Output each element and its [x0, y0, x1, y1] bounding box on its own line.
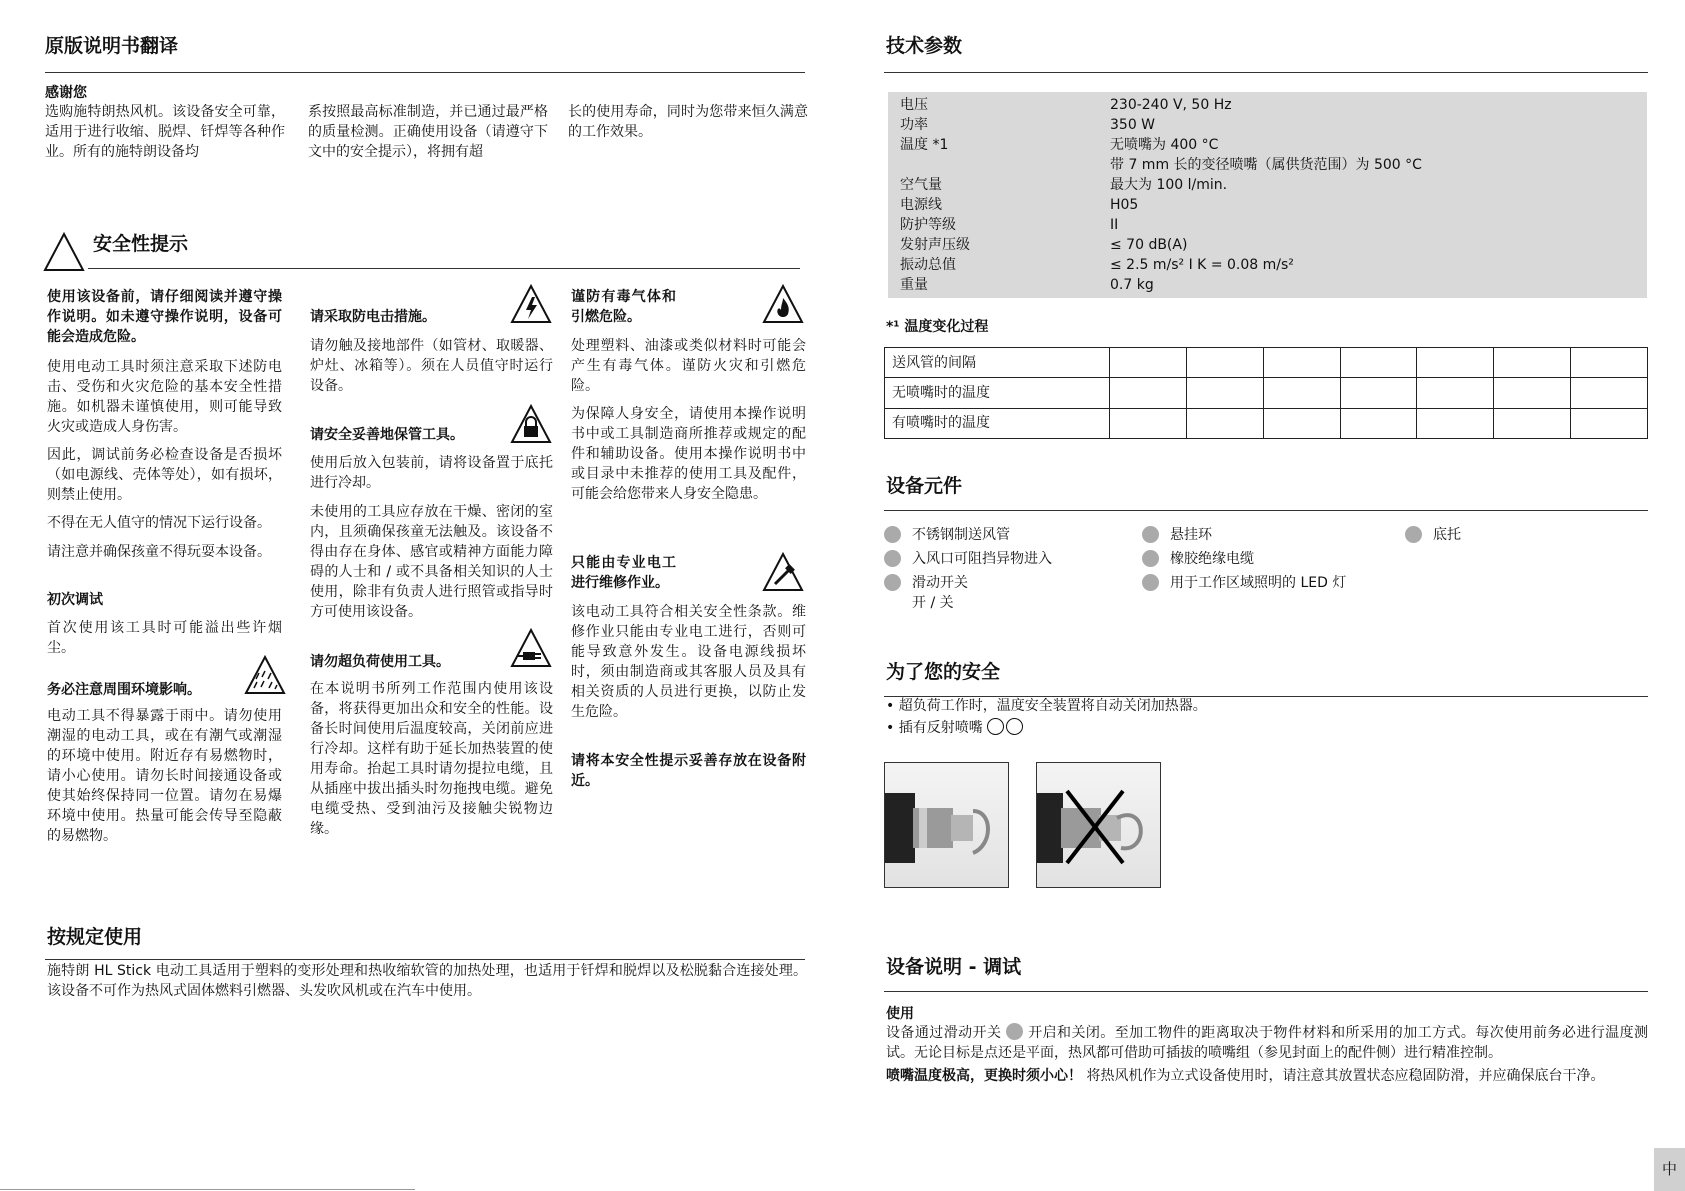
- electric-shock-icon: [510, 284, 552, 324]
- usage-heading: 使用: [886, 1006, 914, 1022]
- component-item: 入风口可阻挡异物进入: [884, 549, 1134, 569]
- repair-warning-icon: [762, 552, 804, 592]
- component-item: 橡胶绝缘电缆: [1142, 549, 1392, 569]
- safety-title: 安全性提示: [93, 233, 189, 255]
- nozzle-correct-image: [884, 762, 1009, 888]
- plug-warning-icon: [510, 628, 552, 668]
- safety-c1-p4: 请注意并确保孩童不得玩耍本设备。: [47, 544, 271, 560]
- rain-warning-icon: [244, 655, 286, 695]
- overload-heading: 请勿超负荷使用工具。: [310, 654, 450, 670]
- table-row: 有喷嘴时的温度: [885, 408, 1648, 438]
- safety-c1-p3: 不得在无人值守的情况下运行设备。: [47, 515, 271, 531]
- lock-warning-icon: [510, 404, 552, 444]
- spec-row: 振动总值 ≤ 2.5 m/s² I K = 0.08 m/s²: [900, 257, 1294, 273]
- usage-warning: 喷嘴温度极高，更换时须小心！ 将热风机作为立式设备使用时，请注意其放置状态应稳固防滑，并应确保底台干净。: [886, 1068, 1605, 1084]
- component-item: 悬挂环: [1142, 525, 1392, 545]
- safety-c2-p3: 未使用的工具应存放在干燥、密闭的室内，且须确保孩童无法触及。该设备不得由存在身体、感官或精神方面能力障碍的人士和 / 或不具备相关知识的人士使用，除非有负责人进行照管或指导时方可使用该设备。: [310, 504, 553, 620]
- spec-row: 功率 350 W: [900, 117, 1156, 133]
- tech-title: 技术参数: [886, 35, 963, 57]
- table-row: 送风管的间隔: [885, 348, 1648, 378]
- nozzle-incorrect-image: [1036, 762, 1161, 888]
- environment-heading: 务必注意周围环境影响。: [47, 682, 201, 698]
- spec-row: 电源线 H05: [900, 197, 1139, 213]
- safety-section-title: 为了您的安全: [886, 661, 1001, 683]
- spec-row: 带 7 mm 长的变径喷嘴（属供货范围）为 500 °C: [1110, 157, 1422, 173]
- safety-c3-p1: 处理塑料、油漆或类似材料时可能会产生有毒气体。谨防火灾和引燃危险。: [571, 338, 806, 394]
- table-row: 无喷嘴时的温度: [885, 378, 1648, 408]
- first-use-heading: 初次调试: [47, 592, 103, 608]
- electric-heading: 请采取防电击措施。: [310, 309, 436, 325]
- components-title: 设备元件: [886, 475, 963, 497]
- keep-notice: 请将本安全性提示妥善存放在设备附近。: [571, 753, 806, 789]
- toxic-heading: 谨防有毒气体和引燃危险。: [571, 289, 676, 325]
- safety-c1-p1: 使用电动工具时须注意采取下述防电击、受伤和火灾危险的基本安全性措施。如机器未谨慎使用，则可能导致火灾或造成人身伤害。: [47, 359, 282, 435]
- safety-item-1: • 超负荷工作时，温度安全装置将自动关闭加热器。: [886, 698, 1207, 714]
- component-item: 底托: [1405, 525, 1605, 545]
- component-item: 不锈钢制送风管: [884, 525, 1134, 545]
- safety-c3-p3: 该电动工具符合相关安全性条款。维修作业只能由专业电工进行，否则可能导致意外发生。设备电源线损坏时，须由制造商或其客服人员及具有相关资质的人员进行更换，以防止发生危险。: [571, 604, 806, 720]
- spec-row: 重量 0.7 kg: [900, 277, 1154, 293]
- safety-item-2: • 插有反射喷嘴: [886, 718, 1023, 738]
- safety-c1-p2: 因此，调试前务必检查设备是否损坏（如电源线、壳体等处），如有损坏，则禁止使用。: [47, 447, 282, 503]
- temperature-table: [884, 347, 1648, 439]
- intended-use-title: 按规定使用: [47, 926, 143, 948]
- safety-c2-p4: 在本说明书所列工作范围内使用该设备，将获得更加出众和安全的性能。设备长时间使用后温度较高，关闭前应进行冷却。这样有助于延长加热装置的使用寿命。抬起工具时请勿提拉电缆，且从插座中拔出插头时勿拖拽电缆。避免电缆受热、受到油污及接触尖锐物边缘。: [310, 681, 553, 837]
- thanks-col1: 选购施特朗热风机。该设备安全可靠，适用于进行收缩、脱焊、钎焊等各种作业。所有的施特朗设备均: [45, 104, 285, 160]
- usage-text: 设备通过滑动开关 开启和关闭。至加工物件的距离取决于物件材料和所采用的加工方式。每次使用前务必进行温度测试。无论目标是点还是平面，热风都可借助可插拔的喷嘴组（参见封面上的配件侧）进行精准控制。: [886, 1025, 1649, 1061]
- temp-curve-title: *¹ 温度变化过程: [886, 319, 989, 335]
- page-title: 原版说明书翻译: [45, 35, 179, 57]
- spec-row: 空气量 最大为 100 l/min.: [900, 177, 1228, 193]
- thanks-col3: 长的使用寿命，同时为您带来恒久满意的工作效果。: [568, 104, 808, 140]
- spec-row: 温度 *1 无喷嘴为 400 °C: [900, 137, 1219, 153]
- repair-heading: 只能由专业电工进行维修作业。: [571, 555, 676, 591]
- storage-heading: 请安全妥善地保管工具。: [310, 427, 464, 443]
- component-item: 滑动开关 开 / 关: [884, 573, 1134, 613]
- fire-warning-icon: [762, 284, 804, 324]
- safety-c2-p2: 使用后放入包装前，请将设备置于底托进行冷却。: [310, 455, 553, 491]
- safety-c2-p1: 请勿触及接地部件（如管材、取暖器、炉灶、冰箱等）。须在人员值守时运行设备。: [310, 338, 553, 394]
- safety-c1-p5: 首次使用该工具时可能溢出些许烟尘。: [47, 620, 282, 656]
- tech-specs-table: [888, 92, 1647, 298]
- safety-c3-p2: 为保障人身安全，请使用本操作说明书中或工具制造商所推荐或规定的配件和辅助设备。使用本操作说明书中或目录中未推荐的使用工具及配件，可能会给您带来人身安全隐患。: [571, 406, 806, 502]
- thanks-col2: 系按照最高标准制造，并已通过最严格的质量检测。正确使用设备（请遵守下文中的安全提示），将拥有超: [308, 104, 548, 160]
- safety-intro: 使用该设备前，请仔细阅读并遵守操作说明。如未遵守操作说明，设备可能会造成危险。: [47, 289, 282, 345]
- spec-row: 电压 230-240 V, 50 Hz: [900, 97, 1232, 113]
- spec-row: 防护等级 II: [900, 217, 1119, 233]
- warning-triangle-icon: [43, 232, 85, 272]
- description-title: 设备说明 - 调试: [886, 956, 1022, 978]
- safety-c1-p6: 电动工具不得暴露于雨中。请勿使用潮湿的电动工具，或在有潮气或潮湿的环境中使用。附近存有易燃物时，请小心使用。请勿长时间接通设备或使其始终保持同一位置。请勿在易爆环境中使用。热量可能会传导至隐蔽的易燃物。: [47, 708, 282, 844]
- language-tab: 中: [1654, 1148, 1685, 1191]
- component-item: 用于工作区域照明的 LED 灯: [1142, 573, 1422, 593]
- spec-row: 发射声压级 ≤ 70 dB(A): [900, 237, 1188, 253]
- intended-use-text: 施特朗 HL Stick 电动工具适用于塑料的变形处理和热收缩软管的加热处理，也适用于钎焊和脱焊以及松脱黏合连接处理。该设备不可作为热风式固体燃料引燃器、头发吹风机或在汽车中使用。: [47, 963, 807, 999]
- thanks-heading: 感谢您: [45, 85, 87, 101]
